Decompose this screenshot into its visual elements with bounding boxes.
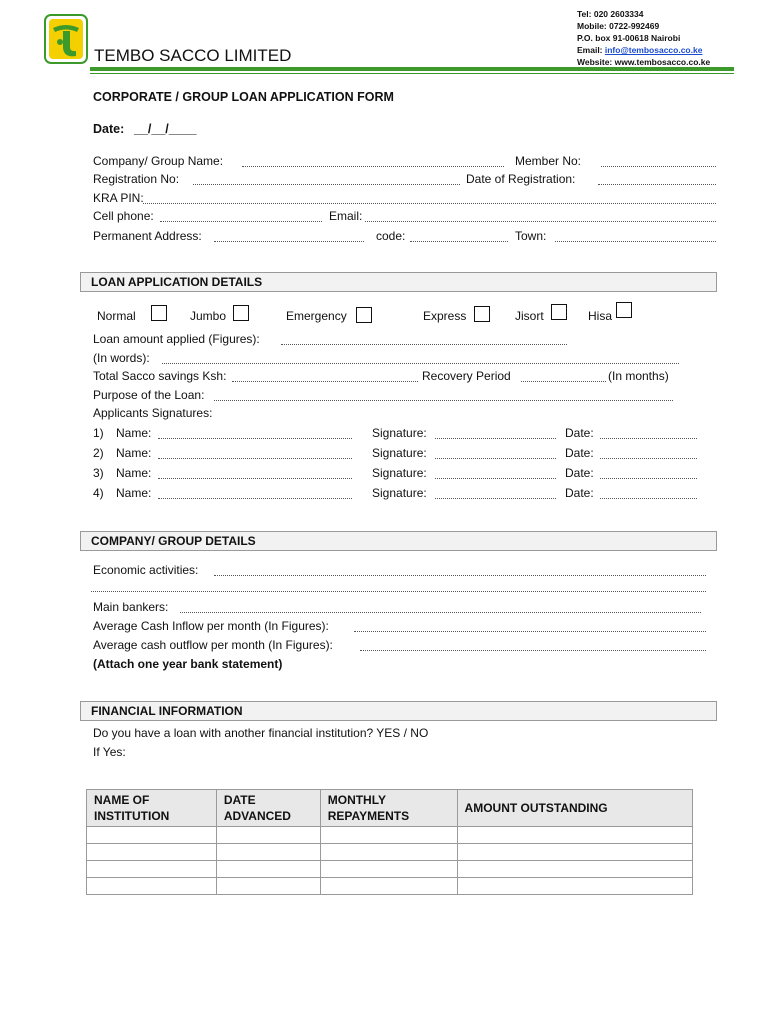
loan-type-jisort-checkbox[interactable]: [551, 304, 567, 320]
applicant-signature-label: Signature:: [372, 426, 427, 440]
registration-no-label: Registration No:: [93, 172, 180, 186]
recovery-period-label: Recovery Period: [422, 369, 511, 383]
applicant-row-num: 2): [93, 446, 104, 460]
financial-table: [86, 789, 693, 895]
financial-info-heading: FINANCIAL INFORMATION: [80, 701, 717, 721]
applicant-signature-field[interactable]: [435, 478, 556, 479]
table-cell[interactable]: [457, 827, 692, 844]
table-cell[interactable]: [320, 861, 457, 878]
contact-website: Website: www.tembosacco.co.ke: [577, 57, 711, 67]
member-no-label: Member No:: [515, 154, 582, 168]
code-label: code:: [376, 229, 406, 243]
company-name: TEMBO SACCO LIMITED: [94, 46, 292, 65]
table-cell[interactable]: [457, 878, 692, 895]
applicant-signature-field[interactable]: [435, 458, 556, 459]
loan-amount-words-label: (In words):: [93, 351, 150, 365]
main-bankers-field[interactable]: [180, 612, 701, 613]
applicant-signature-field[interactable]: [435, 438, 556, 439]
applicant-name-field[interactable]: [158, 478, 352, 479]
table-cell[interactable]: [320, 844, 457, 861]
table-cell[interactable]: [87, 861, 217, 878]
contact-email-link[interactable]: info@tembosacco.co.ke: [604, 45, 703, 55]
table-row: [87, 827, 693, 844]
cash-inflow-label: Average Cash Inflow per month (In Figures):: [93, 619, 329, 633]
total-savings-field[interactable]: [232, 381, 418, 382]
email-label: Email:: [329, 209, 363, 223]
kra-pin-field[interactable]: [143, 203, 716, 204]
loan-type-hisa-checkbox[interactable]: [616, 302, 632, 318]
applicant-name-label: Name:: [116, 446, 152, 460]
column-header-institution: NAME OF INSTITUTION: [87, 790, 217, 827]
contact-po-box: P.O. box 91-00618 Nairobi: [577, 33, 681, 43]
column-header-date-advanced: DATE ADVANCED: [216, 790, 320, 827]
date-label: Date:: [93, 122, 125, 136]
applicant-date-field[interactable]: [600, 458, 697, 459]
table-cell[interactable]: [87, 844, 217, 861]
applicant-signature-label: Signature:: [372, 466, 427, 480]
applicant-date-label: Date:: [565, 486, 594, 500]
permanent-address-label: Permanent Address:: [93, 229, 202, 243]
table-row: [87, 861, 693, 878]
applicant-name-label: Name:: [116, 486, 152, 500]
header-divider: [90, 67, 734, 71]
total-savings-label: Total Sacco savings Ksh:: [93, 369, 227, 383]
applicant-signature-field[interactable]: [435, 498, 556, 499]
applicant-row-num: 4): [93, 486, 104, 500]
applicant-date-label: Date:: [565, 446, 594, 460]
code-field[interactable]: [410, 241, 508, 242]
town-field[interactable]: [555, 241, 716, 242]
applicant-date-field[interactable]: [600, 478, 697, 479]
economic-activities-field[interactable]: [214, 575, 706, 576]
cash-outflow-label: Average cash outflow per month (In Figures):: [93, 638, 333, 652]
contact-email: [577, 45, 702, 55]
column-header-amount-outstanding: AMOUNT OUTSTANDING: [457, 790, 692, 827]
applicant-name-field[interactable]: [158, 498, 352, 499]
applicant-date-label: Date:: [565, 426, 594, 440]
applicant-date-field[interactable]: [600, 498, 697, 499]
table-row: [87, 878, 693, 895]
table-cell[interactable]: [87, 827, 217, 844]
kra-pin-label: KRA PIN:: [93, 191, 144, 205]
applicant-name-field[interactable]: [158, 438, 352, 439]
applicants-signatures-heading: Applicants Signatures:: [93, 406, 213, 420]
contact-email-label: Email:: [577, 45, 605, 55]
main-bankers-label: Main bankers:: [93, 600, 169, 614]
if-yes-label: If Yes:: [93, 745, 126, 759]
applicant-date-label: Date:: [565, 466, 594, 480]
company-details-heading: COMPANY/ GROUP DETAILS: [80, 531, 717, 551]
company-name-field[interactable]: [242, 166, 504, 167]
loan-amount-words-field[interactable]: [162, 363, 679, 364]
applicant-signature-label: Signature:: [372, 446, 427, 460]
header-divider-thin: [90, 73, 734, 74]
loan-purpose-field[interactable]: [214, 400, 673, 401]
applicant-name-label: Name:: [116, 466, 152, 480]
applicant-name-field[interactable]: [158, 458, 352, 459]
loan-type-normal-label: Normal: [97, 309, 136, 323]
table-cell[interactable]: [216, 844, 320, 861]
contact-tel: Tel: 020 2603334: [577, 9, 644, 19]
financial-table-header: [87, 790, 693, 827]
economic-activities-label: Economic activities:: [93, 563, 199, 577]
applicant-row-num: 1): [93, 426, 104, 440]
loan-type-express-checkbox[interactable]: [474, 306, 490, 322]
loan-type-express-label: Express: [423, 309, 467, 323]
cash-outflow-field[interactable]: [360, 650, 706, 651]
attach-bank-statement-note: (Attach one year bank statement): [93, 657, 283, 671]
cash-inflow-field[interactable]: [354, 631, 706, 632]
applicant-signature-label: Signature:: [372, 486, 427, 500]
loan-purpose-label: Purpose of the Loan:: [93, 388, 205, 402]
loan-type-jumbo-checkbox[interactable]: [233, 305, 249, 321]
member-no-field[interactable]: [601, 166, 716, 167]
contact-mobile: Mobile: 0722-992469: [577, 21, 660, 31]
table-cell[interactable]: [320, 827, 457, 844]
applicant-row-num: 3): [93, 466, 104, 480]
loan-type-hisa-label: Hisa: [588, 309, 613, 323]
table-cell[interactable]: [320, 878, 457, 895]
cell-phone-label: Cell phone:: [93, 209, 154, 223]
in-months-label: (In months): [608, 369, 669, 383]
applicant-date-field[interactable]: [600, 438, 697, 439]
town-label: Town:: [515, 229, 547, 243]
tembo-sacco-logo: [44, 14, 88, 64]
other-loan-question: Do you have a loan with another financial institution? YES / NO: [93, 726, 429, 740]
loan-details-heading: LOAN APPLICATION DETAILS: [80, 272, 717, 292]
form-title: CORPORATE / GROUP LOAN APPLICATION FORM: [93, 90, 394, 104]
loan-type-emergency-checkbox[interactable]: [356, 307, 372, 323]
cell-phone-field[interactable]: [160, 221, 322, 222]
loan-amount-figures-label: Loan amount applied (Figures):: [93, 332, 260, 346]
company-name-label: Company/ Group Name:: [93, 154, 224, 168]
economic-activities-field-line2[interactable]: [91, 591, 706, 592]
column-header-monthly-repayments: MONTHLY REPAYMENTS: [320, 790, 457, 827]
table-cell[interactable]: [216, 878, 320, 895]
registration-no-field[interactable]: [193, 184, 460, 185]
permanent-address-field[interactable]: [214, 241, 364, 242]
date-of-registration-field[interactable]: [598, 184, 716, 185]
table-cell[interactable]: [457, 861, 692, 878]
loan-type-normal-checkbox[interactable]: [151, 305, 167, 321]
date-of-registration-label: Date of Registration:: [466, 172, 576, 186]
loan-type-jisort-label: Jisort: [515, 309, 544, 323]
date-field[interactable]: __/__/____: [134, 122, 197, 136]
table-cell[interactable]: [87, 878, 217, 895]
table-cell[interactable]: [216, 827, 320, 844]
email-field[interactable]: [365, 221, 716, 222]
table-cell[interactable]: [457, 844, 692, 861]
recovery-period-field[interactable]: [521, 381, 606, 382]
loan-type-jumbo-label: Jumbo: [190, 309, 227, 323]
loan-type-emergency-label: Emergency: [286, 309, 347, 323]
loan-amount-figures-field[interactable]: [281, 344, 567, 345]
table-cell[interactable]: [216, 861, 320, 878]
applicant-name-label: Name:: [116, 426, 152, 440]
table-row: [87, 844, 693, 861]
